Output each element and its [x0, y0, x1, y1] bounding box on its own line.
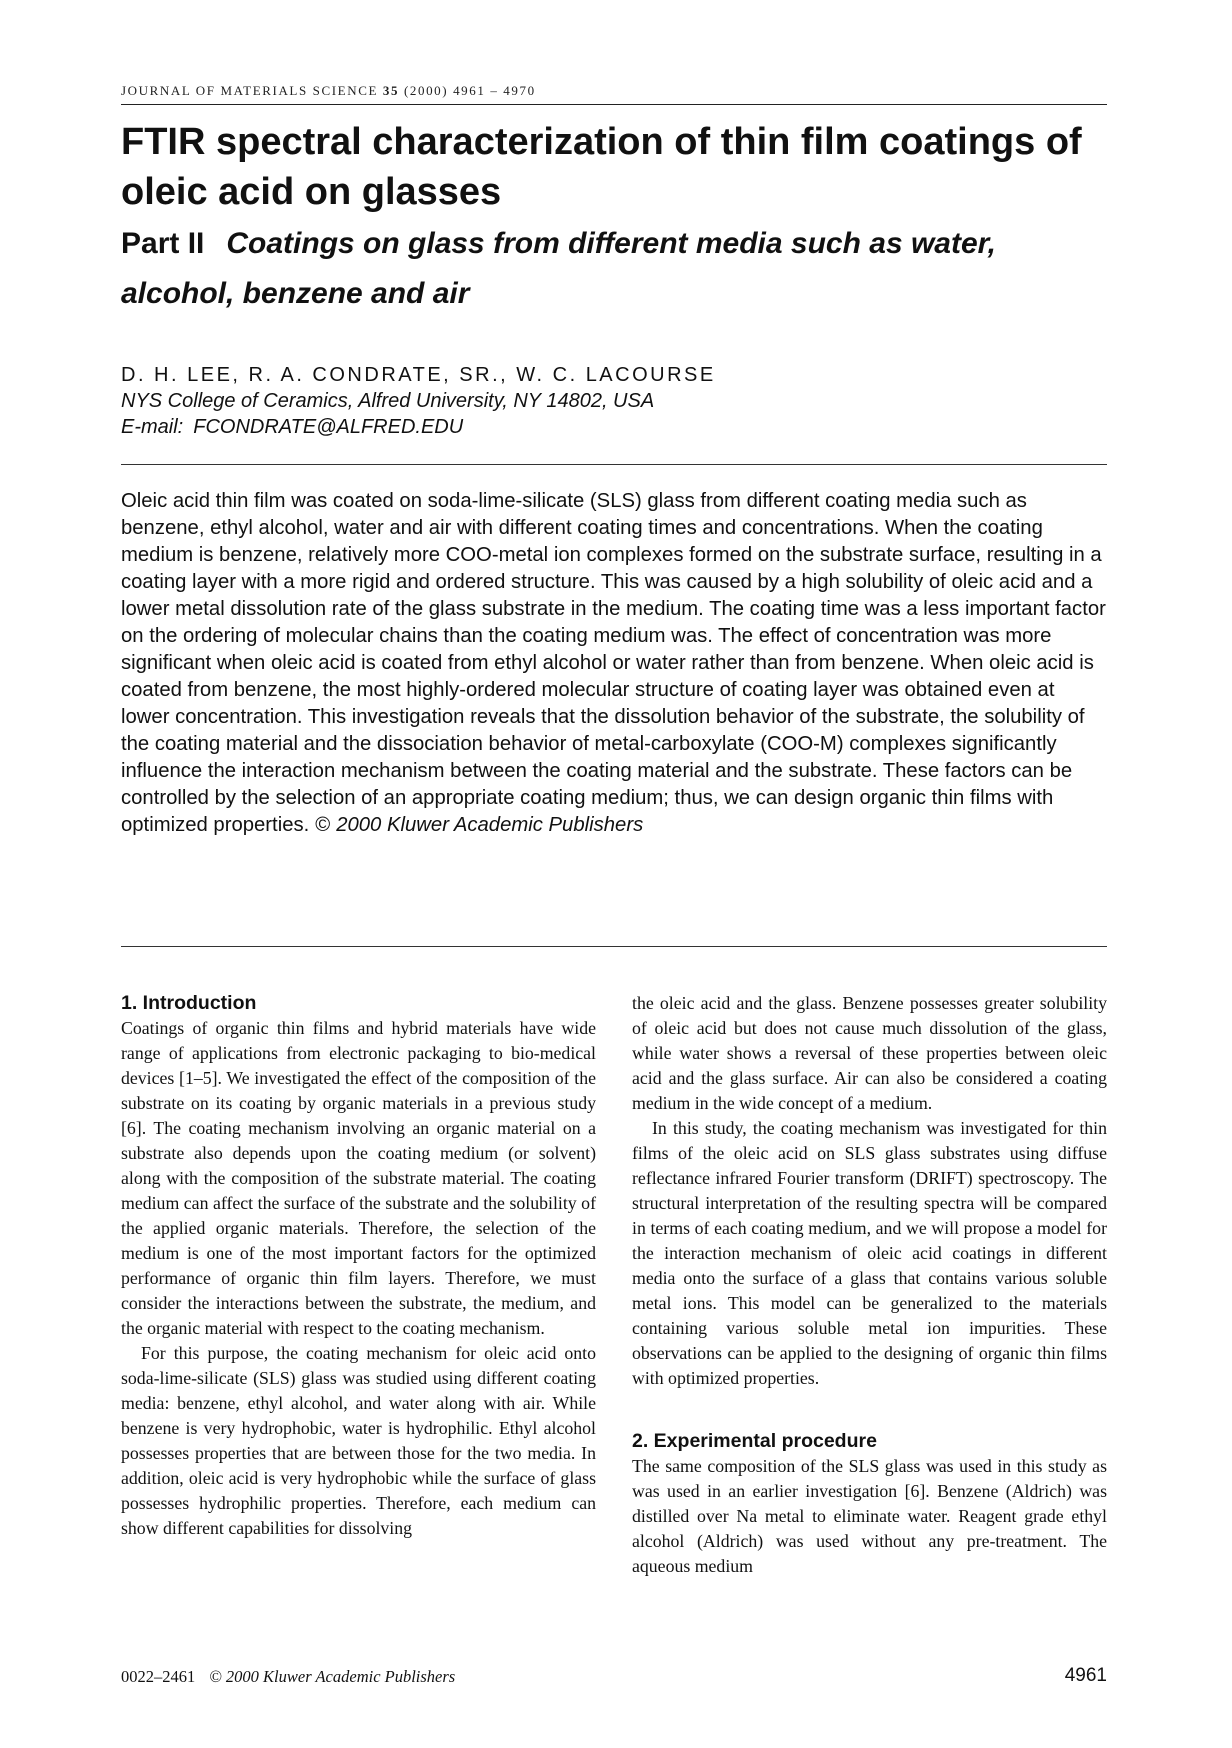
left-column: [121, 991, 596, 1541]
part-text: Coatings on glass from different media such as water, alcohol, benzene and air: [121, 227, 997, 310]
footer-copyright-text: 2000 Kluwer Academic Publishers: [225, 1667, 456, 1686]
introduction-paragraph-1: Coatings of organic thin films and hybrid materials have wide range of applications from electronic packaging to bio-medical devices [1–5]. We investigated the effect of the composition of the substrate on its coating by organic materials in a previous study [6]. The coating mechanism involving an organic material on a substrate also depends upon the coating medium (or solvent) along with the composition of the substrate material. The coating medium can affect the surface of the substrate and the solubility of the applied organic materials. Therefore, the selection of the medium is one of the most important factors for the optimized performance of organic thin film layers. Therefore, we must consider the interactions between the substrate, the medium, and the organic material with respect to the coating mechanism.: [121, 1018, 596, 1338]
footer-copyright-symbol: ©: [209, 1667, 222, 1686]
journal-name: JOURNAL OF MATERIALS SCIENCE: [121, 83, 379, 98]
abstract-text: Oleic acid thin film was coated on soda-lime-silicate (SLS) glass from different coating media such as benzene, ethyl alcohol, water and air with different coating times and concentrations. When the coating medium is benzene, relatively more COO-metal ion complexes formed on the substrate surface, resulting in a coating layer with a more rigid and ordered structure. This was caused by a high solubility of oleic acid and a lower metal dissolution rate of the glass substrate in the medium. The coating time was a less important factor on the ordering of molecular chains than the coating medium was. The effect of concentration was more significant when oleic acid is coated from ethyl alcohol or water rather than from benzene. When oleic acid is coated from benzene, the most highly-ordered molecular structure of coating layer was obtained even at lower concentration. This investigation reveals that the dissolution behavior of the substrate, the solubility of the coating material and the dissociation behavior of metal-carboxylate (COO-M) complexes significantly influence the interaction mechanism between the coating material and the substrate. These factors can be controlled by the selection of an appropriate coating medium; thus, we can design organic thin films with optimized properties.: [121, 490, 1106, 836]
introduction-paragraph-3: In this study, the coating mechanism was investigated for thin films of the oleic acid on SLS glass substrates using diffuse reflectance infrared Fourier transform (DRIFT) spectroscopy. The structural interpretation of the resulting spectra will be compared in terms of each coating medium, and we will propose a model for the interaction mechanism of oleic acid coatings in different media onto the surface of a glass that contains various soluble metal ions. This model can be generalized to the materials containing various soluble metal ion impurities. These observations can be applied to the designing of organic thin films with optimized properties.: [632, 1118, 1107, 1388]
footer-copyright: [209, 1667, 455, 1686]
journal-volume: 35: [382, 83, 400, 98]
introduction-paragraph-2-continued: the oleic acid and the glass. Benzene possesses greater solubility of oleic acid but does not cause much dissolution of the glass, while water shows a reversal of these properties between oleic acid and the glass surface. Air can also be considered a coating medium in the wide concept of a medium.: [632, 993, 1107, 1113]
experimental-paragraph-1: The same composition of the SLS glass was used in this study as was used in an earlier investigation [6]. Benzene (Aldrich) was distilled over Na metal to eliminate water. Reagent grade ethyl alcohol (Aldrich) was used without any pre-treatment. The aqueous medium: [632, 1456, 1107, 1576]
copyright-symbol: ©: [315, 814, 331, 836]
abstract-bottom-rule: [121, 946, 1107, 947]
abstract-top-rule: [121, 464, 1107, 465]
authors: D. H. LEE, R. A. CONDRATE, SR., W. C. LACOURSE: [121, 364, 716, 386]
right-column: [632, 991, 1107, 1579]
footer-issn-copyright: [121, 1667, 455, 1687]
article-page: [121, 0, 1107, 1748]
experimental-heading: 2. Experimental procedure: [632, 1430, 877, 1452]
journal-year: (2000): [403, 83, 449, 98]
issn: 0022–2461: [121, 1667, 196, 1686]
affiliation: NYS College of Ceramics, Alfred University, NY 14802, USA: [121, 390, 655, 412]
page-number: 4961: [1064, 1665, 1107, 1686]
journal-pages: 4961 – 4970: [453, 83, 536, 98]
journal-header: [121, 83, 1107, 99]
introduction-paragraph-2: For this purpose, the coating mechanism for oleic acid onto soda-lime-silicate (SLS) glass was studied using different coating media: benzene, ethyl alcohol, and water along with air. While benzene is very hydrophobic, water is hydrophilic. Ethyl alcohol possesses properties that are between those for the two media. In addition, oleic acid is very hydrophobic while the surface of glass possesses hydrophilic properties. Therefore, each medium can show different capabilities for dissolving: [121, 1343, 596, 1538]
introduction-heading: 1. Introduction: [121, 992, 257, 1014]
contact-email: [121, 414, 463, 440]
article-title: FTIR spectral characterization of thin film coatings of oleic acid on glasses: [121, 121, 1082, 213]
email-label: E-mail:: [121, 416, 184, 438]
header-rule: [121, 104, 1107, 105]
abstract: [121, 488, 1107, 839]
abstract-copyright: 2000 Kluwer Academic Publishers: [336, 814, 644, 836]
article-subtitle: [121, 219, 1107, 319]
part-label: Part II: [121, 227, 205, 260]
email-address: FCONDRATE@ALFRED.EDU: [193, 416, 464, 438]
